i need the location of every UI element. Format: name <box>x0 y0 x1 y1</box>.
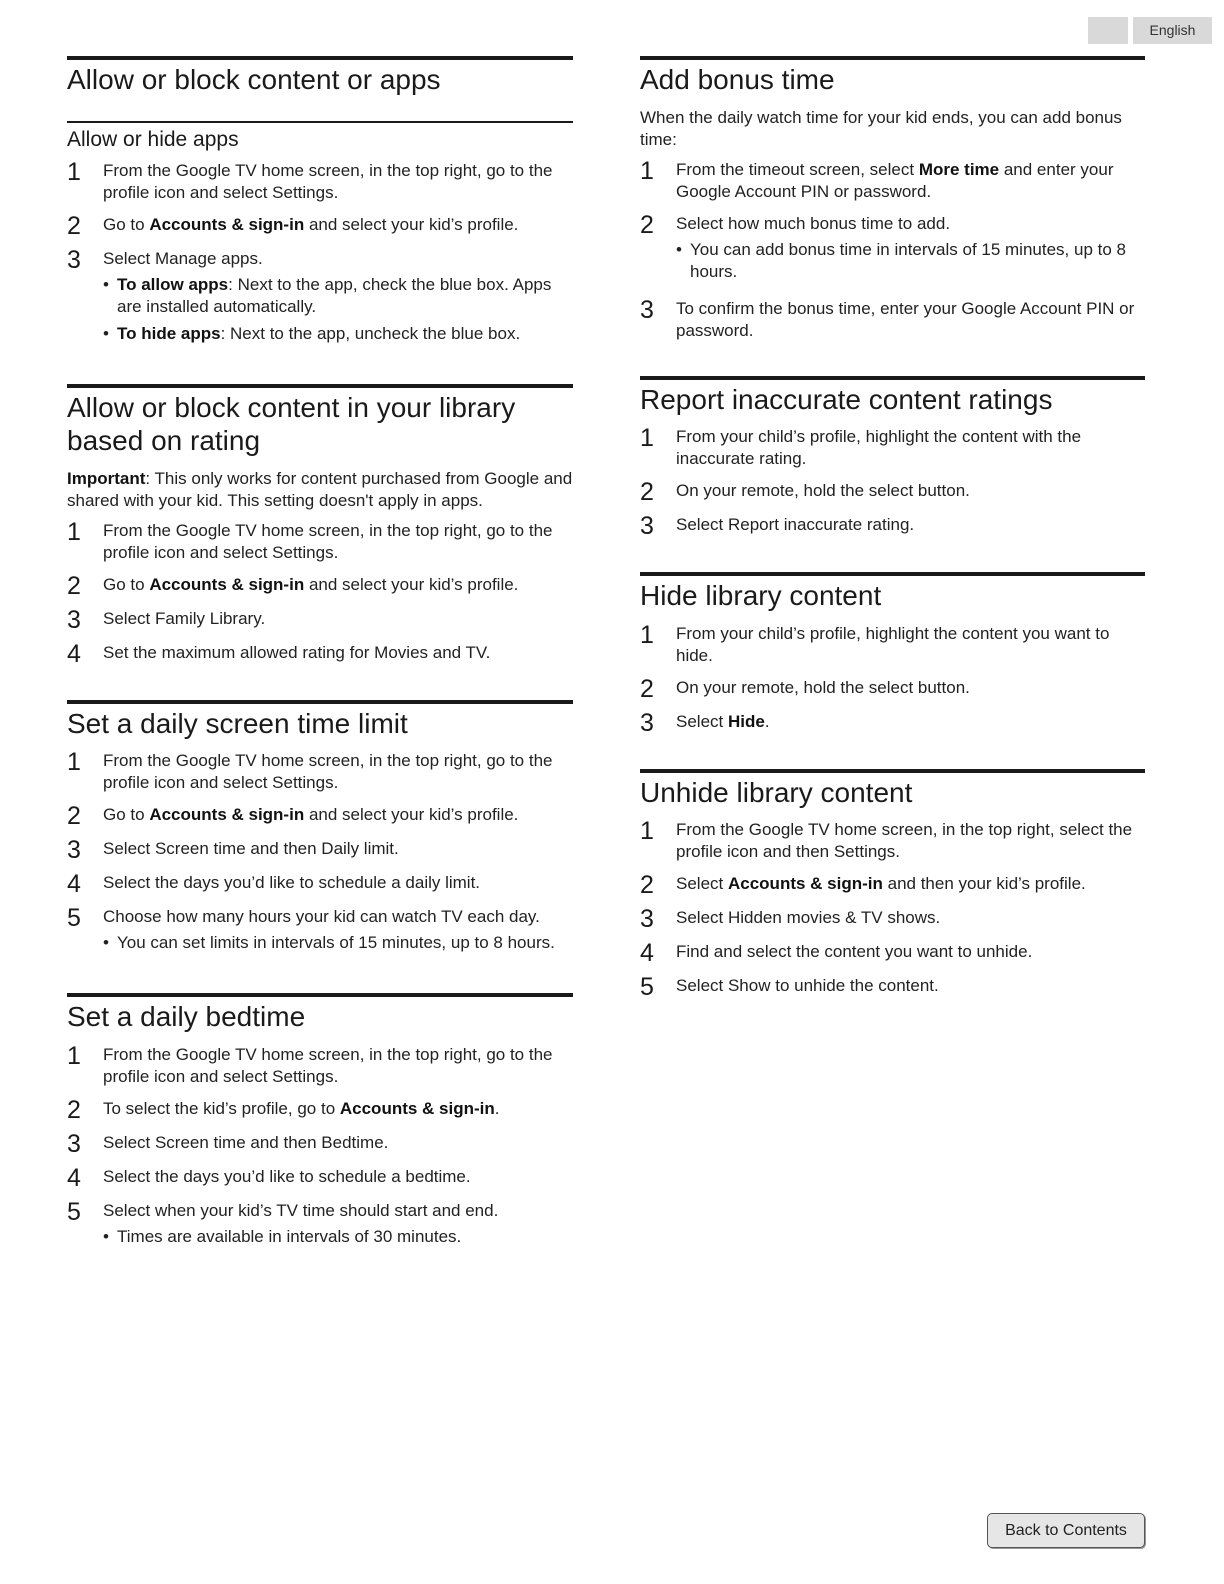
section-title: Set a daily screen time limit <box>67 707 408 739</box>
bullet-text <box>117 274 573 318</box>
step <box>640 426 1145 470</box>
bullet-item <box>676 239 1145 283</box>
step-text-part: and enter your Google Account PIN or password. <box>676 159 1114 201</box>
step-text <box>103 574 518 596</box>
step-text-part: and select your kid’s profile. <box>304 214 519 234</box>
step-text: Find and select the content you want to unhide. <box>676 942 1033 962</box>
step-text: From the Google TV home screen, in the top right, go to the profile icon and select Settings. <box>103 160 553 202</box>
step-number: 3 <box>67 836 81 865</box>
step <box>67 802 573 831</box>
step-number: 4 <box>640 939 654 968</box>
step-number: 2 <box>640 674 654 703</box>
step-text: From the Google TV home screen, in the top right, go to the profile icon and select Settings. <box>103 520 553 562</box>
step <box>67 605 573 634</box>
step <box>67 1095 573 1124</box>
step-text: Select the days you’d like to schedule a bedtime. <box>103 1166 471 1186</box>
step-text-bold: Accounts & sign-in <box>149 214 305 234</box>
step <box>67 1129 573 1158</box>
left-column <box>67 56 573 1287</box>
section-title: Hide library content <box>640 580 882 612</box>
step <box>67 1041 573 1088</box>
step-number: 3 <box>640 905 654 934</box>
step-text: From the Google TV home screen, in the top right, go to the profile icon and select Settings. <box>103 751 553 793</box>
important-label: Important <box>67 468 146 488</box>
bullet-list <box>676 239 1145 283</box>
step-number: 1 <box>640 817 654 846</box>
step <box>640 905 1145 934</box>
section-library-rating <box>67 384 573 666</box>
step <box>640 512 1145 541</box>
step-text-part: and then your kid’s profile. <box>882 874 1086 894</box>
step-number: 3 <box>640 295 654 324</box>
step-text <box>676 213 1145 288</box>
step <box>67 1163 573 1192</box>
section-title: Add bonus time <box>640 64 835 95</box>
bullet-item <box>103 1226 498 1248</box>
step-number: 3 <box>640 512 654 541</box>
section-hide-library <box>640 572 1145 735</box>
step-number: 1 <box>67 1041 81 1070</box>
step-number: 3 <box>67 605 81 634</box>
bullet-text-part: : Next to the app, check the blue box. Apps are installed automatically. <box>117 274 552 316</box>
step-text <box>103 1200 498 1253</box>
step <box>640 156 1145 203</box>
bullet-dot: • <box>103 1226 109 1246</box>
language-tab-spacer <box>1088 17 1128 44</box>
step-text <box>103 248 573 350</box>
step-text-part: Select when your kid’s TV time should start and end. <box>103 1200 499 1220</box>
step-text-part: and select your kid’s profile. <box>304 805 519 825</box>
step-number: 1 <box>67 748 81 777</box>
step-text-bold: Accounts & sign-in <box>149 574 305 594</box>
step-text: Set the maximum allowed rating for Movies and TV. <box>103 642 491 662</box>
step-text-part: To select the kid’s profile, go to <box>103 1098 340 1118</box>
step-text-bold: Hide <box>727 711 765 731</box>
step <box>67 750 573 794</box>
step-text <box>676 711 770 733</box>
section-title: Allow or block content in your library based on rating <box>67 391 516 457</box>
step <box>640 819 1145 863</box>
subsection-allow-hide-apps <box>67 121 573 350</box>
step <box>67 639 573 668</box>
bullet-list <box>103 274 573 345</box>
step-number: 1 <box>67 517 81 546</box>
step-text: Select Screen time and then Daily limit. <box>103 839 399 859</box>
step-number: 5 <box>67 904 81 933</box>
step-number: 1 <box>640 620 654 649</box>
step-text <box>103 804 518 826</box>
step-text-bold: Accounts & sign-in <box>149 805 305 825</box>
bullet-dot: • <box>676 239 682 259</box>
step-text-bold: More time <box>918 159 1000 179</box>
step-text-bold: Accounts & sign-in <box>339 1098 495 1118</box>
step-number: 2 <box>640 478 654 507</box>
step-text: On your remote, hold the select button. <box>676 481 970 501</box>
step-text: To confirm the bonus time, enter your Google Account PIN or password. <box>676 298 1135 340</box>
bullet-item <box>103 323 573 345</box>
step-text-part: From the timeout screen, select <box>676 159 919 179</box>
section-add-bonus-time <box>640 56 1145 342</box>
step-text: Select Screen time and then Bedtime. <box>103 1132 389 1152</box>
bullet-text: You can add bonus time in intervals of 15 minutes, up to 8 hours. <box>690 239 1126 281</box>
step-text-part: Select how much bonus time to add. <box>676 213 951 233</box>
step-text <box>676 159 1145 203</box>
step <box>67 1197 573 1253</box>
bullet-bold: To hide apps <box>117 323 221 343</box>
step-text <box>103 214 518 236</box>
step-number: 2 <box>640 871 654 900</box>
step-number: 5 <box>67 1197 81 1226</box>
step-number: 2 <box>67 1095 81 1124</box>
section-title: Set a daily bedtime <box>67 1001 306 1033</box>
step-number: 2 <box>67 211 81 240</box>
step-number: 2 <box>67 802 81 831</box>
step-number: 1 <box>640 424 654 453</box>
section-unhide-library <box>640 769 1145 1000</box>
step-number: 4 <box>67 1163 81 1192</box>
section-title: Unhide library content <box>640 776 913 808</box>
step <box>640 939 1145 968</box>
step <box>67 211 573 240</box>
section-title: Allow or block content or apps <box>67 64 441 95</box>
language-label: English <box>1133 17 1212 44</box>
step-text: On your remote, hold the select button. <box>676 677 970 697</box>
subsection-title: Allow or hide apps <box>67 127 239 151</box>
step <box>640 871 1145 900</box>
step <box>67 906 573 959</box>
step <box>640 620 1145 667</box>
step-text: From your child’s profile, highlight the content you want to hide. <box>676 623 1110 665</box>
section-title: Report inaccurate content ratings <box>640 383 1053 415</box>
bullet-text: You can set limits in intervals of 15 minutes, up to 8 hours. <box>117 933 555 953</box>
step-text: From your child’s profile, highlight the content with the inaccurate rating. <box>676 427 1082 469</box>
section-report-ratings <box>640 376 1145 539</box>
bullet-text <box>117 323 520 345</box>
section-intro: When the daily watch time for your kid ends, you can add bonus time: <box>640 107 1122 149</box>
bullet-list <box>103 932 555 954</box>
right-column <box>640 56 1145 1033</box>
bullet-text: Times are available in intervals of 30 minutes. <box>117 1226 462 1246</box>
step-text-part: . <box>764 711 770 731</box>
step-number: 5 <box>640 973 654 1002</box>
step-number: 2 <box>640 210 654 239</box>
step-text: From the Google TV home screen, in the top right, go to the profile icon and select Settings. <box>103 1044 553 1086</box>
bullet-item <box>103 274 573 318</box>
step-number: 2 <box>67 571 81 600</box>
step <box>67 517 573 564</box>
step-text <box>103 1098 500 1120</box>
step-text-part: . <box>494 1098 500 1118</box>
step-text: Select Report inaccurate rating. <box>676 515 915 535</box>
bullet-item <box>103 932 555 954</box>
step-text <box>676 873 1086 895</box>
step-text-part: Go to <box>103 214 150 234</box>
step-number: 3 <box>67 245 81 274</box>
step <box>67 157 573 204</box>
bullet-bold: To allow apps <box>117 274 229 294</box>
step-number: 4 <box>67 639 81 668</box>
step <box>640 210 1145 288</box>
step <box>67 571 573 600</box>
language-tab <box>1088 17 1212 44</box>
step <box>640 478 1145 507</box>
step <box>67 836 573 865</box>
bullet-dot: • <box>103 933 109 953</box>
step-number: 1 <box>640 156 654 185</box>
section-screen-time-limit <box>67 700 573 960</box>
step <box>67 870 573 899</box>
step <box>640 973 1145 1002</box>
step-text: From the Google TV home screen, in the top right, select the profile icon and then Settings. <box>676 820 1133 862</box>
back-to-contents-button[interactable]: Back to Contents <box>987 1513 1145 1548</box>
step-number: 3 <box>640 708 654 737</box>
step <box>640 295 1145 342</box>
bullet-dot: • <box>103 323 109 343</box>
step-number: 4 <box>67 870 81 899</box>
bullet-list <box>103 1226 498 1248</box>
step-text-part: Select Manage apps. <box>103 248 263 268</box>
step-text: Select Hidden movies & TV shows. <box>676 908 941 928</box>
important-text: : This only works for content purchased from Google and shared with your kid. This setting doesn't apply in apps. <box>67 468 573 510</box>
step-text-part: Go to <box>103 805 150 825</box>
bullet-text-part: : Next to the app, uncheck the blue box. <box>220 323 521 343</box>
step <box>640 708 1145 737</box>
step-text: Select the days you’d like to schedule a daily limit. <box>103 873 481 893</box>
section-allow-block-apps <box>67 56 573 350</box>
step-text: Select Show to unhide the content. <box>676 976 939 996</box>
step-text-bold: Accounts & sign-in <box>727 874 883 894</box>
important-note <box>67 468 573 512</box>
step-text-part: Select <box>676 874 728 894</box>
step <box>67 245 573 350</box>
step-number: 3 <box>67 1129 81 1158</box>
step-text-part: Choose how many hours your kid can watch TV each day. <box>103 907 540 927</box>
step-text-part: Select <box>676 711 728 731</box>
section-daily-bedtime <box>67 993 573 1253</box>
step-text: Select Family Library. <box>103 608 266 628</box>
step-number: 1 <box>67 157 81 186</box>
bullet-dot: • <box>103 274 109 294</box>
step-text-part: and select your kid’s profile. <box>304 574 519 594</box>
step-text <box>103 906 555 959</box>
step <box>640 674 1145 703</box>
step-text-part: Go to <box>103 574 150 594</box>
